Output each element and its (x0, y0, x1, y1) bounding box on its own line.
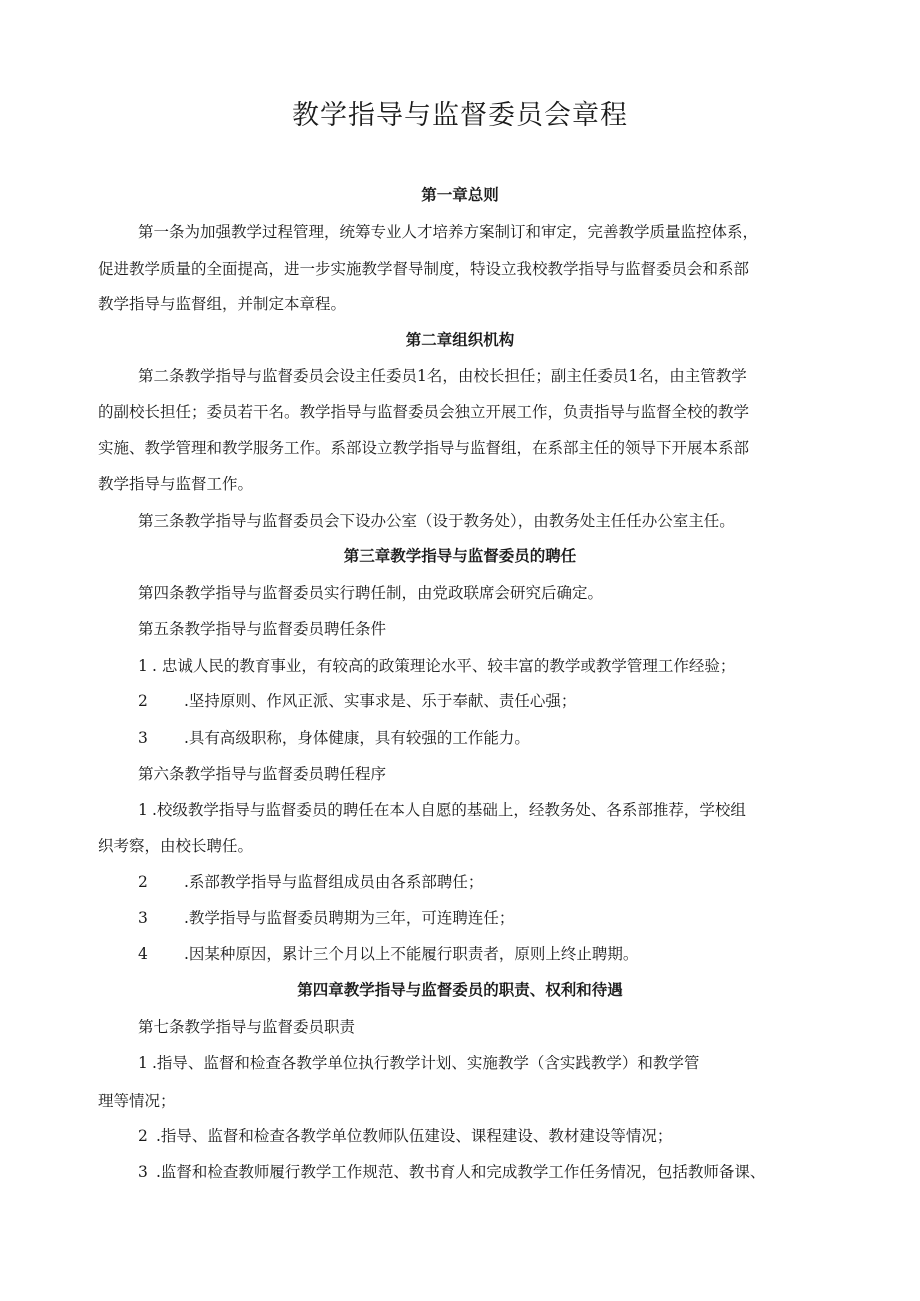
list-item-text: .系部教学指导与监督组成员由各系部聘任； (184, 873, 484, 891)
list-item-text: .具有高级职称，身体健康，具有较强的工作能力。 (184, 729, 530, 747)
list-item-text: .教学指导与监督委员聘期为三年，可连聘连任； (184, 909, 515, 927)
list-item-text: .指导、监督和检查各教学单位执行教学计划、实施教学（含实践教学）和教学管 (152, 1054, 700, 1072)
list-item-number: 2 (138, 692, 148, 710)
list-item-number: 2 (138, 1127, 148, 1145)
list-item-text: .校级教学指导与监督委员的聘任在本人自愿的基础上，经教务处、各系部推荐，学校组 (152, 801, 746, 819)
list-item-number: 3 (138, 729, 148, 747)
list-item-text-continued: 织考察，由校长聘任。 (98, 837, 254, 855)
chapter-2-heading: 第二章组织机构 (405, 331, 515, 349)
article-2-line-1: 第二条教学指导与监督委员会设主任委员1名，由校长担任；副主任委员1名，由主管教学 (138, 367, 747, 385)
page-title: 教学指导与监督委员会章程 (292, 100, 628, 131)
list-item-number: 4 (138, 945, 148, 963)
list-item-number: 1 (138, 1054, 148, 1072)
list-item-text-continued: 理等情况； (98, 1092, 176, 1110)
chapter-3-heading: 第三章教学指导与监督委员的聘任 (343, 547, 577, 565)
article-2-line-4: 教学指导与监督工作。 (98, 475, 254, 493)
article-7: 第七条教学指导与监督委员职责 (138, 1018, 356, 1036)
list-item-text: .指导、监督和检查各教学单位教师队伍建设、课程建设、教材建设等情况； (156, 1127, 673, 1145)
chapter-1-heading: 第一章总则 (421, 186, 499, 204)
article-3: 第三条教学指导与监督委员会下设办公室（设于教务处），由教务处主任任办公室主任。 (138, 512, 735, 530)
article-4: 第四条教学指导与监督委员实行聘任制，由党政联席会研究后确定。 (138, 584, 604, 602)
list-item-number: 2 (138, 873, 148, 891)
list-item-number: 1 (138, 657, 148, 675)
list-item-number: 1 (138, 801, 148, 819)
article-5: 第五条教学指导与监督委员聘任条件 (138, 620, 387, 638)
article-1-line-3: 教学指导与监督组，并制定本章程。 (98, 295, 347, 313)
list-item-text: .因某种原因，累计三个月以上不能履行职责者，原则上终止聘期。 (184, 945, 639, 963)
list-item-text: .坚持原则、作风正派、实事求是、乐于奉献、责任心强； (184, 692, 577, 710)
article-1-line-1: 第一条为加强教学过程管理，统筹专业人才培养方案制订和审定，完善教学质量监控体系， (138, 223, 759, 241)
list-item-number: 3 (138, 1163, 148, 1181)
list-item-text: .监督和检查教师履行教学工作规范、教书育人和完成教学工作任务情况，包括教师备课、 (156, 1163, 766, 1181)
article-2-line-2: 的副校长担任；委员若干名。教学指导与监督委员会独立开展工作，负责指导与监督全校的教学 (98, 403, 750, 421)
list-item-number: 3 (138, 909, 148, 927)
article-1-line-2: 促进教学质量的全面提高，进一步实施教学督导制度，特设立我校教学指导与监督委员会和系部 (98, 260, 750, 278)
article-2-line-3: 实施、教学管理和教学服务工作。系部设立教学指导与监督组，在系部主任的领导下开展本系部 (98, 439, 750, 457)
chapter-4-heading: 第四章教学指导与监督委员的职责、权利和待遇 (297, 981, 623, 999)
list-item-text: . 忠诚人民的教育事业，有较高的政策理论水平、较丰富的教学或教学管理工作经验； (152, 657, 736, 675)
article-6: 第六条教学指导与监督委员聘任程序 (138, 765, 387, 783)
